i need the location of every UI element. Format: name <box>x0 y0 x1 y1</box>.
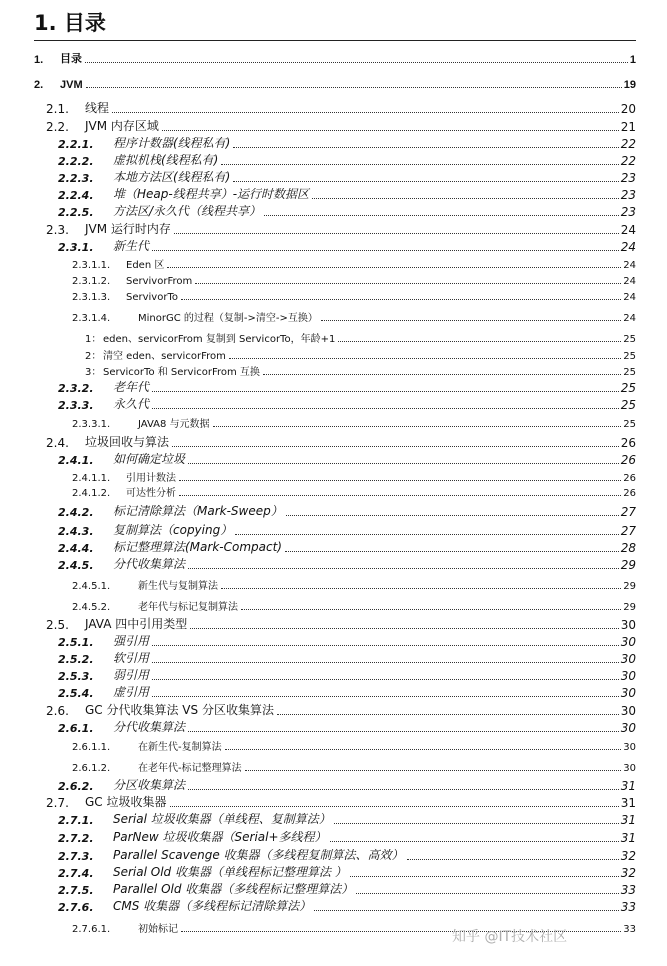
toc-entry-number: 2.7.4. <box>58 867 94 880</box>
toc-entry-title: 标记整理算法(Mark-Compact) <box>113 540 282 554</box>
toc-leader-dots <box>179 479 621 481</box>
toc-entry-title: GC 分代收集算法 VS 分区收集算法 <box>85 703 274 717</box>
toc-entry-number: 2.4.1. <box>58 454 94 467</box>
toc-entry-title: 标记清除算法（Mark-Sweep） <box>113 504 283 518</box>
toc-leader-dots <box>263 373 621 375</box>
toc-entry-title: 永久代 <box>113 397 150 411</box>
toc-page-number: 24 <box>623 313 636 324</box>
toc-leader-dots <box>245 769 622 771</box>
toc-entry[interactable] <box>34 50 636 66</box>
toc-leader-dots <box>112 111 619 113</box>
toc-page-number: 21 <box>620 120 636 134</box>
toc-leader-dots <box>190 627 618 629</box>
toc-entry[interactable] <box>72 737 636 753</box>
toc-entry-title: 老年代 <box>113 380 150 394</box>
toc-entry[interactable] <box>46 794 636 810</box>
toc-entry[interactable] <box>46 616 636 632</box>
toc-leader-dots <box>152 695 619 697</box>
toc-entry-number: 2.7.6.1. <box>72 924 111 935</box>
toc-entry-number: 2.3.3. <box>58 399 94 412</box>
toc-entry[interactable] <box>58 719 636 735</box>
toc-entry-title: JVM <box>60 79 83 91</box>
toc-page-number: 31 <box>620 831 636 845</box>
toc-entry[interactable] <box>58 829 636 845</box>
toc-entry[interactable] <box>72 287 636 303</box>
toc-entry[interactable] <box>58 811 636 827</box>
toc-entry[interactable] <box>46 100 636 116</box>
toc-entry[interactable] <box>34 75 636 91</box>
toc-entry-number: 2.6.1. <box>58 722 94 735</box>
toc-leader-dots <box>188 567 619 569</box>
toc-page-number: 25 <box>623 367 636 378</box>
toc-leader-dots <box>85 61 628 63</box>
toc-entry[interactable] <box>72 597 636 613</box>
toc-entry-title: Parallel Scavenge 收集器（多线程复制算法、高效） <box>113 848 404 862</box>
toc-entry[interactable] <box>85 346 636 362</box>
toc-page-number: 25 <box>623 351 636 362</box>
toc-entry-title: 在新生代-复制算法 <box>138 742 222 753</box>
toc-page-number: 32 <box>620 866 636 880</box>
toc-entry-title: 本地方法区(线程私有) <box>113 170 231 184</box>
toc-entry-title: 清空 eden、servicorFrom <box>103 351 226 362</box>
toc-entry-number: 2.7.5. <box>58 884 94 897</box>
toc-entry[interactable] <box>58 135 636 151</box>
toc-page-number: 29 <box>623 602 636 613</box>
toc-entry-number: 2.4.2. <box>58 506 94 519</box>
toc-page-number: 30 <box>620 686 636 700</box>
toc-entry[interactable] <box>85 329 636 345</box>
toc-page-number: 31 <box>620 813 636 827</box>
toc-entry-number: 2. <box>34 79 44 91</box>
toc-entry-title: 线程 <box>85 101 110 115</box>
toc-entry-title: Serial Old 收集器（单线程标记整理算法 ） <box>113 865 347 879</box>
toc-entry[interactable] <box>72 255 636 271</box>
toc-leader-dots <box>174 232 619 234</box>
toc-page-number: 26 <box>620 436 636 450</box>
toc-page-number: 30 <box>620 652 636 666</box>
toc-page-number: 20 <box>620 102 636 116</box>
toc-entry-title: eden、servicorFrom 复制到 ServicorTo，年龄+1 <box>103 334 336 345</box>
toc-entry-number: 2.4.3. <box>58 525 94 538</box>
toc-entry-title: 强引用 <box>113 634 150 648</box>
toc-page-number: 24 <box>620 223 636 237</box>
toc-entry[interactable] <box>58 522 636 538</box>
toc-entry-title: 可达性分析 <box>126 488 176 499</box>
toc-page-number: 22 <box>620 154 636 168</box>
toc-entry[interactable] <box>46 118 636 134</box>
toc-entry-title: JVM 内存区域 <box>85 119 159 133</box>
toc-entry-number: 2.3.1.2. <box>72 276 111 287</box>
toc-entry-title: 新生代 <box>113 239 150 253</box>
toc-page-number: 24 <box>620 240 636 254</box>
toc-leader-dots <box>170 805 619 807</box>
toc-entry[interactable] <box>72 576 636 592</box>
toc-page-number: 25 <box>620 381 636 395</box>
toc-page-number: 30 <box>620 669 636 683</box>
toc-leader-dots <box>338 340 621 342</box>
toc-entry-number: 2.4.5.2. <box>72 602 111 613</box>
toc-entry-number: 2.2. <box>46 120 69 134</box>
toc-entry-number: 2.2.3. <box>58 172 94 185</box>
toc-entry[interactable] <box>46 221 636 237</box>
toc-entry[interactable] <box>72 758 636 774</box>
toc-entry-title: 如何确定垃圾 <box>113 452 186 466</box>
toc-page-number: 32 <box>620 849 636 863</box>
toc-entry-number: 3： <box>85 367 102 378</box>
toc-entry-number: 2.5.3. <box>58 670 94 683</box>
toc-entry[interactable] <box>58 633 636 649</box>
toc-entry-title: ParNew 垃圾收集器（Serial+多线程） <box>113 830 327 844</box>
toc-entry-number: 2.3.2. <box>58 382 94 395</box>
toc-entry-number: 2.4.1.1. <box>72 473 111 484</box>
toc-entry-title: 虚拟机栈(线程私有) <box>113 153 219 167</box>
toc-entry[interactable] <box>58 898 636 914</box>
toc-entry-title: MinorGC 的过程（复制->清空->互换） <box>138 313 318 324</box>
toc-entry[interactable] <box>58 556 636 572</box>
toc-entry-title: 新生代与复制算法 <box>138 581 218 592</box>
toc-entry-number: 2.5.1. <box>58 636 94 649</box>
toc-leader-dots <box>235 533 619 535</box>
toc-page-number: 30 <box>623 763 636 774</box>
toc-leader-dots <box>264 214 619 216</box>
toc-entry[interactable] <box>72 468 636 484</box>
toc-page-number: 25 <box>623 419 636 430</box>
toc-entry[interactable] <box>58 847 636 863</box>
toc-leader-dots <box>195 282 621 284</box>
toc-entry-title: JAVA 四中引用类型 <box>85 617 188 631</box>
toc-entry[interactable] <box>58 238 636 254</box>
toc-page-number: 24 <box>623 276 636 287</box>
toc-leader-dots <box>225 748 622 750</box>
toc-entry[interactable] <box>72 414 636 430</box>
toc-entry-title: ServivorTo <box>126 292 178 303</box>
toc-page-number: 30 <box>620 704 636 718</box>
toc-entry[interactable] <box>58 203 636 219</box>
toc-page-number: 23 <box>620 205 636 219</box>
toc-leader-dots <box>229 357 621 359</box>
toc-entry-title: JAVA8 与元数据 <box>138 419 210 430</box>
toc-entry-title: GC 垃圾收集器 <box>85 795 167 809</box>
toc-page-number: 30 <box>620 618 636 632</box>
toc-page-number: 25 <box>620 398 636 412</box>
toc-entry-number: 2.2.5. <box>58 206 94 219</box>
toc-leader-dots <box>181 298 621 300</box>
toc-entry[interactable] <box>46 702 636 718</box>
toc-entry[interactable] <box>58 169 636 185</box>
toc-leader-dots <box>321 319 621 321</box>
toc-entry-title: CMS 收集器（多线程标记清除算法） <box>113 899 312 913</box>
toc-leader-dots <box>152 678 619 680</box>
toc-entry-title: 引用计数法 <box>126 473 176 484</box>
toc-entry-number: 2.5.2. <box>58 653 94 666</box>
toc-entry-title: 堆（Heap-线程共享）-运行时数据区 <box>113 187 310 201</box>
toc-entry-title: 目录 <box>60 53 82 65</box>
toc-entry-title: 程序计数器(线程私有) <box>113 136 231 150</box>
toc-entry-title: 在老年代-标记整理算法 <box>138 763 242 774</box>
toc-leader-dots <box>152 644 619 646</box>
toc-leader-dots <box>167 266 621 268</box>
toc-entry[interactable] <box>46 434 636 450</box>
toc-entry-number: 2.5.4. <box>58 687 94 700</box>
toc-entry-number: 2.7.2. <box>58 832 94 845</box>
toc-entry-number: 2.7. <box>46 796 69 810</box>
toc-page-number: 27 <box>620 505 636 519</box>
watermark: 知乎 @IT技术社区 <box>452 929 568 945</box>
toc-page-number: 29 <box>620 558 636 572</box>
toc-entry-number: 2.7.6. <box>58 901 94 914</box>
toc-entry[interactable] <box>58 881 636 897</box>
toc-entry-title: 初始标记 <box>138 924 178 935</box>
toc-leader-dots <box>407 858 619 860</box>
toc-leader-dots <box>330 840 619 842</box>
toc-entry-title: 分代收集算法 <box>113 557 186 571</box>
toc-entry-number: 2.4.1.2. <box>72 488 111 499</box>
toc-leader-dots <box>152 390 619 392</box>
toc-leader-dots <box>152 407 619 409</box>
toc-leader-dots <box>188 462 619 464</box>
toc-leader-dots <box>188 788 619 790</box>
toc-leader-dots <box>162 129 619 131</box>
toc-leader-dots <box>152 249 619 251</box>
toc-entry[interactable] <box>72 308 636 324</box>
toc-entry-title: 分区收集算法 <box>113 778 186 792</box>
toc-page-number: 19 <box>623 79 636 91</box>
toc-entry-number: 2.2.2. <box>58 155 94 168</box>
toc-entry-number: 2.6.1.2. <box>72 763 111 774</box>
toc-entry-number: 2.3. <box>46 223 69 237</box>
toc-entry[interactable] <box>58 396 636 412</box>
toc-entry[interactable] <box>72 271 636 287</box>
toc-entry-number: 2.7.3. <box>58 850 94 863</box>
toc-entry-title: Serial 垃圾收集器（单线程、复制算法） <box>113 812 331 826</box>
toc-leader-dots <box>221 587 621 589</box>
toc-entry-title: 复制算法（copying） <box>113 523 233 537</box>
toc-entry[interactable] <box>85 362 636 378</box>
toc-leader-dots <box>213 425 622 427</box>
toc-entry-number: 1： <box>85 334 102 345</box>
toc-entry-number: 2.4.5.1. <box>72 581 111 592</box>
toc-entry-title: 方法区/永久代（线程共享） <box>113 204 262 218</box>
toc-entry-number: 2.3.1.4. <box>72 313 111 324</box>
toc-page-number: 30 <box>620 721 636 735</box>
toc-entry[interactable] <box>58 379 636 395</box>
toc-page-number: 31 <box>620 796 636 810</box>
toc-entry-number: 2.2.1. <box>58 138 94 151</box>
toc-page-number: 25 <box>623 334 636 345</box>
toc-entry[interactable] <box>58 684 636 700</box>
toc-leader-dots <box>286 514 619 516</box>
toc-leader-dots <box>221 163 618 165</box>
toc-leader-dots <box>86 86 622 88</box>
toc-entry-title: Eden 区 <box>126 260 165 271</box>
toc-entry-title: JVM 运行时内存 <box>85 222 171 236</box>
toc-leader-dots <box>277 713 619 715</box>
toc-leader-dots <box>334 822 619 824</box>
toc-entry-number: 2.3.1.1. <box>72 260 111 271</box>
toc-page-number: 33 <box>620 883 636 897</box>
toc-page-number: 24 <box>623 292 636 303</box>
toc-entry-number: 2.1. <box>46 102 69 116</box>
toc-leader-dots <box>285 550 619 552</box>
toc-entry-number: 2.4. <box>46 436 69 450</box>
toc-entry-title: 老年代与标记复制算法 <box>138 602 238 613</box>
toc-entry[interactable] <box>58 539 636 555</box>
toc-leader-dots <box>172 445 619 447</box>
toc-entry-title: 弱引用 <box>113 668 150 682</box>
toc-entry-title: ServicorTo 和 ServicorFrom 互换 <box>103 367 260 378</box>
toc-entry-number: 2.3.1.3. <box>72 292 111 303</box>
toc-entry-number: 2.4.4. <box>58 542 94 555</box>
toc-entry-title: Parallel Old 收集器（多线程标记整理算法） <box>113 882 354 896</box>
toc-page-number: 30 <box>623 742 636 753</box>
toc-leader-dots <box>233 180 618 182</box>
toc-entry[interactable] <box>58 667 636 683</box>
toc-page-number: 26 <box>620 453 636 467</box>
toc-leader-dots <box>356 892 618 894</box>
toc-leader-dots <box>314 909 619 911</box>
toc-entry[interactable] <box>58 864 636 880</box>
toc-page-number: 33 <box>620 900 636 914</box>
toc-entry[interactable] <box>72 483 636 499</box>
toc-entry-title: 虚引用 <box>113 685 150 699</box>
toc-leader-dots <box>312 197 619 199</box>
toc-entry[interactable] <box>58 777 636 793</box>
page-title: 1. 目录 <box>34 10 636 41</box>
toc-page-number: 31 <box>620 779 636 793</box>
toc-leader-dots <box>350 875 619 877</box>
toc-entry-title: ServivorFrom <box>126 276 193 287</box>
toc-entry[interactable] <box>58 451 636 467</box>
toc-page-number: 23 <box>620 171 636 185</box>
toc-entry[interactable] <box>58 152 636 168</box>
toc-leader-dots <box>179 494 621 496</box>
toc-entry[interactable] <box>58 186 636 202</box>
toc-entry[interactable] <box>58 650 636 666</box>
toc-entry-number: 2.6.1.1. <box>72 742 111 753</box>
toc-page-number: 29 <box>623 581 636 592</box>
toc-entry-number: 2.7.1. <box>58 814 94 827</box>
toc-entry-number: 2.6. <box>46 704 69 718</box>
toc-entry-title: 软引用 <box>113 651 150 665</box>
toc-leader-dots <box>233 146 618 148</box>
toc-entry-number: 1. <box>34 54 44 66</box>
toc-page-number: 26 <box>623 473 636 484</box>
toc-entry-number: 2.3.3.1. <box>72 419 111 430</box>
toc-entry[interactable] <box>58 503 636 519</box>
toc-entry-title: 分代收集算法 <box>113 720 186 734</box>
toc-entry-title: 垃圾回收与算法 <box>85 435 170 449</box>
toc-leader-dots <box>241 608 621 610</box>
toc-page-number: 33 <box>623 924 636 935</box>
toc-page-number: 22 <box>620 137 636 151</box>
toc-page-number: 27 <box>620 524 636 538</box>
toc-leader-dots <box>152 661 619 663</box>
toc-page-number: 23 <box>620 188 636 202</box>
toc-leader-dots <box>188 730 619 732</box>
toc-entry-number: 2.3.1. <box>58 241 94 254</box>
toc-page-number: 30 <box>620 635 636 649</box>
toc-entry-number: 2.5. <box>46 618 69 632</box>
toc-entry-number: 2.4.5. <box>58 559 94 572</box>
toc-page-number: 24 <box>623 260 636 271</box>
toc-entry-number: 2.2.4. <box>58 189 94 202</box>
toc-page-number: 1 <box>629 54 636 66</box>
toc-entry-number: 2.6.2. <box>58 780 94 793</box>
toc-entry-number: 2： <box>85 351 102 362</box>
toc-page-number: 28 <box>620 541 636 555</box>
toc-page-number: 26 <box>623 488 636 499</box>
